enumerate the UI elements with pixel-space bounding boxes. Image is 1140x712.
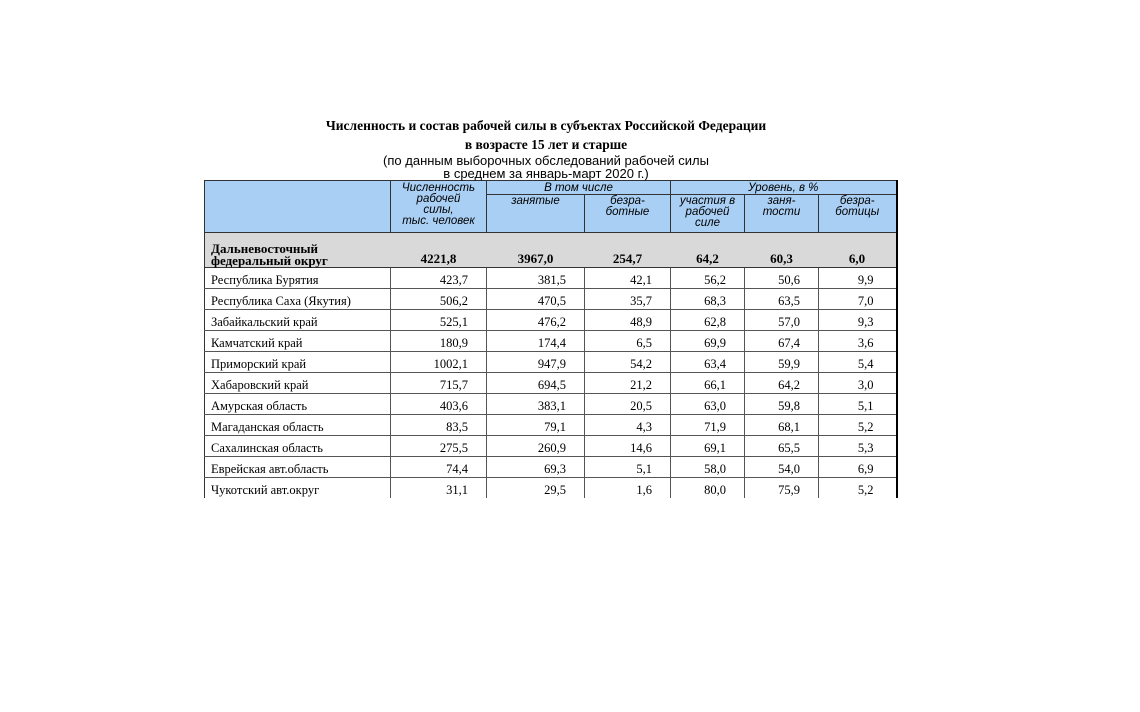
- cell-unemployment: 3,0: [819, 373, 897, 394]
- cell-unemployed: 21,2: [585, 373, 671, 394]
- header-unemployed-l2: ботные: [605, 206, 650, 218]
- header-incl-group: В том числе: [487, 181, 671, 195]
- cell-labor-force: 1002,1: [391, 352, 487, 373]
- header-employment: [745, 195, 819, 233]
- cell-unemployment: 5,4: [819, 352, 897, 373]
- district-name: [205, 233, 391, 268]
- cell-employed: 260,9: [487, 436, 585, 457]
- cell-employment: 54,0: [745, 457, 819, 478]
- cell-participation: 62,8: [671, 310, 745, 331]
- header-participation: [671, 195, 745, 233]
- cell-unemployed: 4,3: [585, 415, 671, 436]
- cell-employment: 68,1: [745, 415, 819, 436]
- document: [204, 116, 896, 498]
- table-row: [205, 352, 897, 373]
- cell-unemployment: 7,0: [819, 289, 897, 310]
- cell-labor-force: 275,5: [391, 436, 487, 457]
- cell-unemployed: 14,6: [585, 436, 671, 457]
- cell-participation: 69,1: [671, 436, 745, 457]
- cell-labor-force: 31,1: [391, 478, 487, 499]
- cell-unemployment: 3,6: [819, 331, 897, 352]
- table-row: [205, 268, 897, 289]
- header-unemployment-l2: ботицы: [835, 206, 880, 218]
- subtitle-line-1: (по данным выборочных обследований рабочей силы: [383, 153, 709, 168]
- cell-labor-force: 74,4: [391, 457, 487, 478]
- title-line-2: в возрасте 15 лет и старше: [464, 137, 628, 152]
- region-rows: [205, 268, 897, 499]
- district-unemployed: 254,7: [585, 233, 671, 268]
- cell-employment: 57,0: [745, 310, 819, 331]
- cell-unemployed: 1,6: [585, 478, 671, 499]
- header-labor-force-l2: рабочей: [416, 193, 461, 205]
- title-line-1: Численность и состав рабочей силы в субъектах Российской Федерации: [325, 118, 767, 133]
- header-participation-l2: рабочей: [685, 206, 730, 218]
- cell-labor-force: 403,6: [391, 394, 487, 415]
- cell-unemployment: 6,9: [819, 457, 897, 478]
- cell-participation: 69,9: [671, 331, 745, 352]
- table-row: [205, 394, 897, 415]
- district-row: [205, 233, 897, 268]
- header-unemployment-l1: безра-: [839, 195, 875, 207]
- cell-unemployment: 5,2: [819, 415, 897, 436]
- header-unemployed-l1: безра-: [610, 195, 645, 207]
- table-row: [205, 415, 897, 436]
- header-participation-l3: силе: [694, 217, 721, 229]
- cell-employed: 470,5: [487, 289, 585, 310]
- cell-participation: 71,9: [671, 415, 745, 436]
- cell-employed: 947,9: [487, 352, 585, 373]
- cell-unemployed: 5,1: [585, 457, 671, 478]
- cell-employed: 29,5: [487, 478, 585, 499]
- cell-unemployment: 5,3: [819, 436, 897, 457]
- cell-employed: 69,3: [487, 457, 585, 478]
- region-name: Сахалинская область: [205, 436, 391, 457]
- region-name: Еврейская авт.область: [205, 457, 391, 478]
- header-employed: занятые: [487, 195, 585, 233]
- cell-employed: 383,1: [487, 394, 585, 415]
- district-labor-force: 4221,8: [391, 233, 487, 268]
- region-name: Магаданская область: [205, 415, 391, 436]
- header-labor-force-l3: силы,: [423, 204, 454, 216]
- table-row: [205, 331, 897, 352]
- cell-employment: 63,5: [745, 289, 819, 310]
- cell-labor-force: 423,7: [391, 268, 487, 289]
- cell-participation: 68,3: [671, 289, 745, 310]
- table-row: [205, 457, 897, 478]
- cell-unemployment: 5,2: [819, 478, 897, 499]
- cell-participation: 63,0: [671, 394, 745, 415]
- table-row: [205, 310, 897, 331]
- header-unemployment: [819, 195, 897, 233]
- cell-participation: 80,0: [671, 478, 745, 499]
- region-name: Республика Саха (Якутия): [205, 289, 391, 310]
- table-row: [205, 478, 897, 499]
- header-labor-force-l4: тыс. человек: [402, 215, 475, 227]
- cell-unemployed: 48,9: [585, 310, 671, 331]
- cell-employment: 59,9: [745, 352, 819, 373]
- cell-labor-force: 83,5: [391, 415, 487, 436]
- cell-participation: 58,0: [671, 457, 745, 478]
- district-employment: 60,3: [745, 233, 819, 268]
- cell-unemployed: 6,5: [585, 331, 671, 352]
- cell-employment: 50,6: [745, 268, 819, 289]
- subtitle-line-2: в среднем за январь-март 2020 г.): [443, 166, 649, 181]
- header-employment-l2: тости: [762, 206, 801, 218]
- header-employment-l1: заня-: [767, 195, 796, 207]
- cell-participation: 63,4: [671, 352, 745, 373]
- header-labor-force: [391, 181, 487, 233]
- cell-employed: 79,1: [487, 415, 585, 436]
- region-name: Забайкальский край: [205, 310, 391, 331]
- region-name: Приморский край: [205, 352, 391, 373]
- table-row: [205, 436, 897, 457]
- header-unemployed: [585, 195, 671, 233]
- cell-employed: 476,2: [487, 310, 585, 331]
- cell-labor-force: 506,2: [391, 289, 487, 310]
- labor-force-table: [204, 180, 898, 498]
- header-participation-l1: участия в: [679, 195, 736, 207]
- cell-employed: 381,5: [487, 268, 585, 289]
- cell-employment: 64,2: [745, 373, 819, 394]
- region-name: Чукотский авт.округ: [205, 478, 391, 499]
- cell-employment: 75,9: [745, 478, 819, 499]
- district-employed: 3967,0: [487, 233, 585, 268]
- table-title: [200, 116, 892, 154]
- cell-labor-force: 180,9: [391, 331, 487, 352]
- cell-participation: 66,1: [671, 373, 745, 394]
- header-level-group: Уровень, в %: [671, 181, 897, 195]
- cell-employed: 174,4: [487, 331, 585, 352]
- district-name-l2: федеральный округ: [211, 253, 328, 268]
- cell-participation: 56,2: [671, 268, 745, 289]
- header-labor-force-l1: Численность: [401, 182, 476, 194]
- cell-unemployed: 35,7: [585, 289, 671, 310]
- cell-employment: 59,8: [745, 394, 819, 415]
- table-row: [205, 289, 897, 310]
- header-row-1: [205, 181, 897, 195]
- cell-employed: 694,5: [487, 373, 585, 394]
- table-row: [205, 373, 897, 394]
- cell-unemployed: 54,2: [585, 352, 671, 373]
- cell-employment: 67,4: [745, 331, 819, 352]
- region-name: Камчатский край: [205, 331, 391, 352]
- table-subtitle: [200, 154, 892, 180]
- region-name: Хабаровский край: [205, 373, 391, 394]
- cell-unemployment: 5,1: [819, 394, 897, 415]
- cell-labor-force: 525,1: [391, 310, 487, 331]
- header-region-blank: [205, 181, 391, 233]
- district-unemployment: 6,0: [819, 233, 897, 268]
- cell-labor-force: 715,7: [391, 373, 487, 394]
- cell-unemployed: 20,5: [585, 394, 671, 415]
- region-name: Республика Бурятия: [205, 268, 391, 289]
- cell-unemployed: 42,1: [585, 268, 671, 289]
- cell-employment: 65,5: [745, 436, 819, 457]
- district-name-l1: Дальневосточный: [211, 241, 319, 256]
- region-name: Амурская область: [205, 394, 391, 415]
- cell-unemployment: 9,9: [819, 268, 897, 289]
- district-participation: 64,2: [671, 233, 745, 268]
- cell-unemployment: 9,3: [819, 310, 897, 331]
